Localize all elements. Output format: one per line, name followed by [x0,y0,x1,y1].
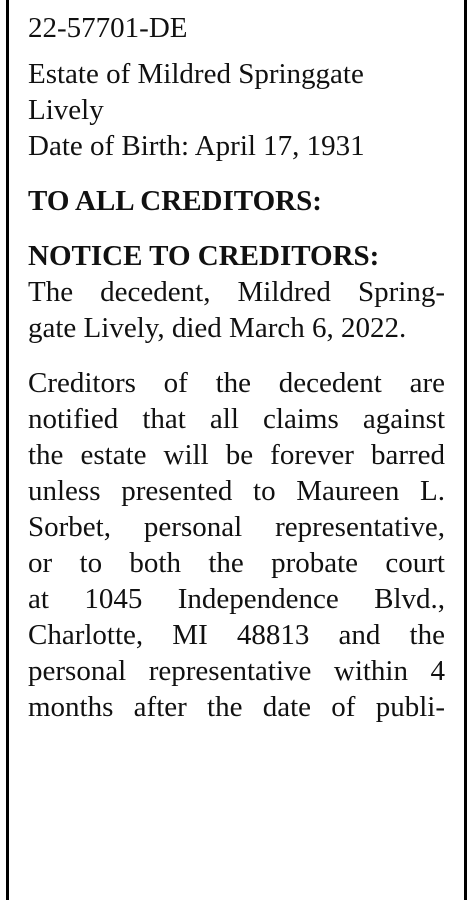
case-number: 22-57701-DE [28,12,188,44]
body-line-2: notified that all claims against [28,403,445,435]
notice-to-creditors-heading: NOTICE TO CREDITORS: [28,240,380,272]
estate-block [28,56,445,164]
body-line-7: at 1045 Independence Blvd., [28,583,445,615]
body-line-10: months after the date of publi- [28,691,445,723]
body-line-4: unless presented to Maureen L. [28,475,445,507]
body-line-8: Charlotte, MI 48813 and the [28,619,445,651]
body-line-5: Sorbet, personal representative, [28,511,445,543]
body-line-1: Creditors of the decedent are [28,367,445,399]
body-line-9: personal representative within 4 [28,655,445,687]
estate-name-line-2: Lively [28,94,104,126]
legal-notice [6,0,467,900]
notice-block [28,238,445,346]
decedent-line-2: gate Lively, died March 6, 2022. [28,312,407,344]
to-all-creditors-heading: TO ALL CREDITORS: [28,185,322,217]
creditors-paragraph [28,365,445,725]
body-line-3: the estate will be forever barred [28,439,445,471]
decedent-line-1: The decedent, Mildred Spring- [28,276,445,308]
body-line-6: or to both the probate court [28,547,445,579]
estate-name-line-1: Estate of Mildred Springgate [28,58,364,90]
date-of-birth: Date of Birth: April 17, 1931 [28,130,365,162]
